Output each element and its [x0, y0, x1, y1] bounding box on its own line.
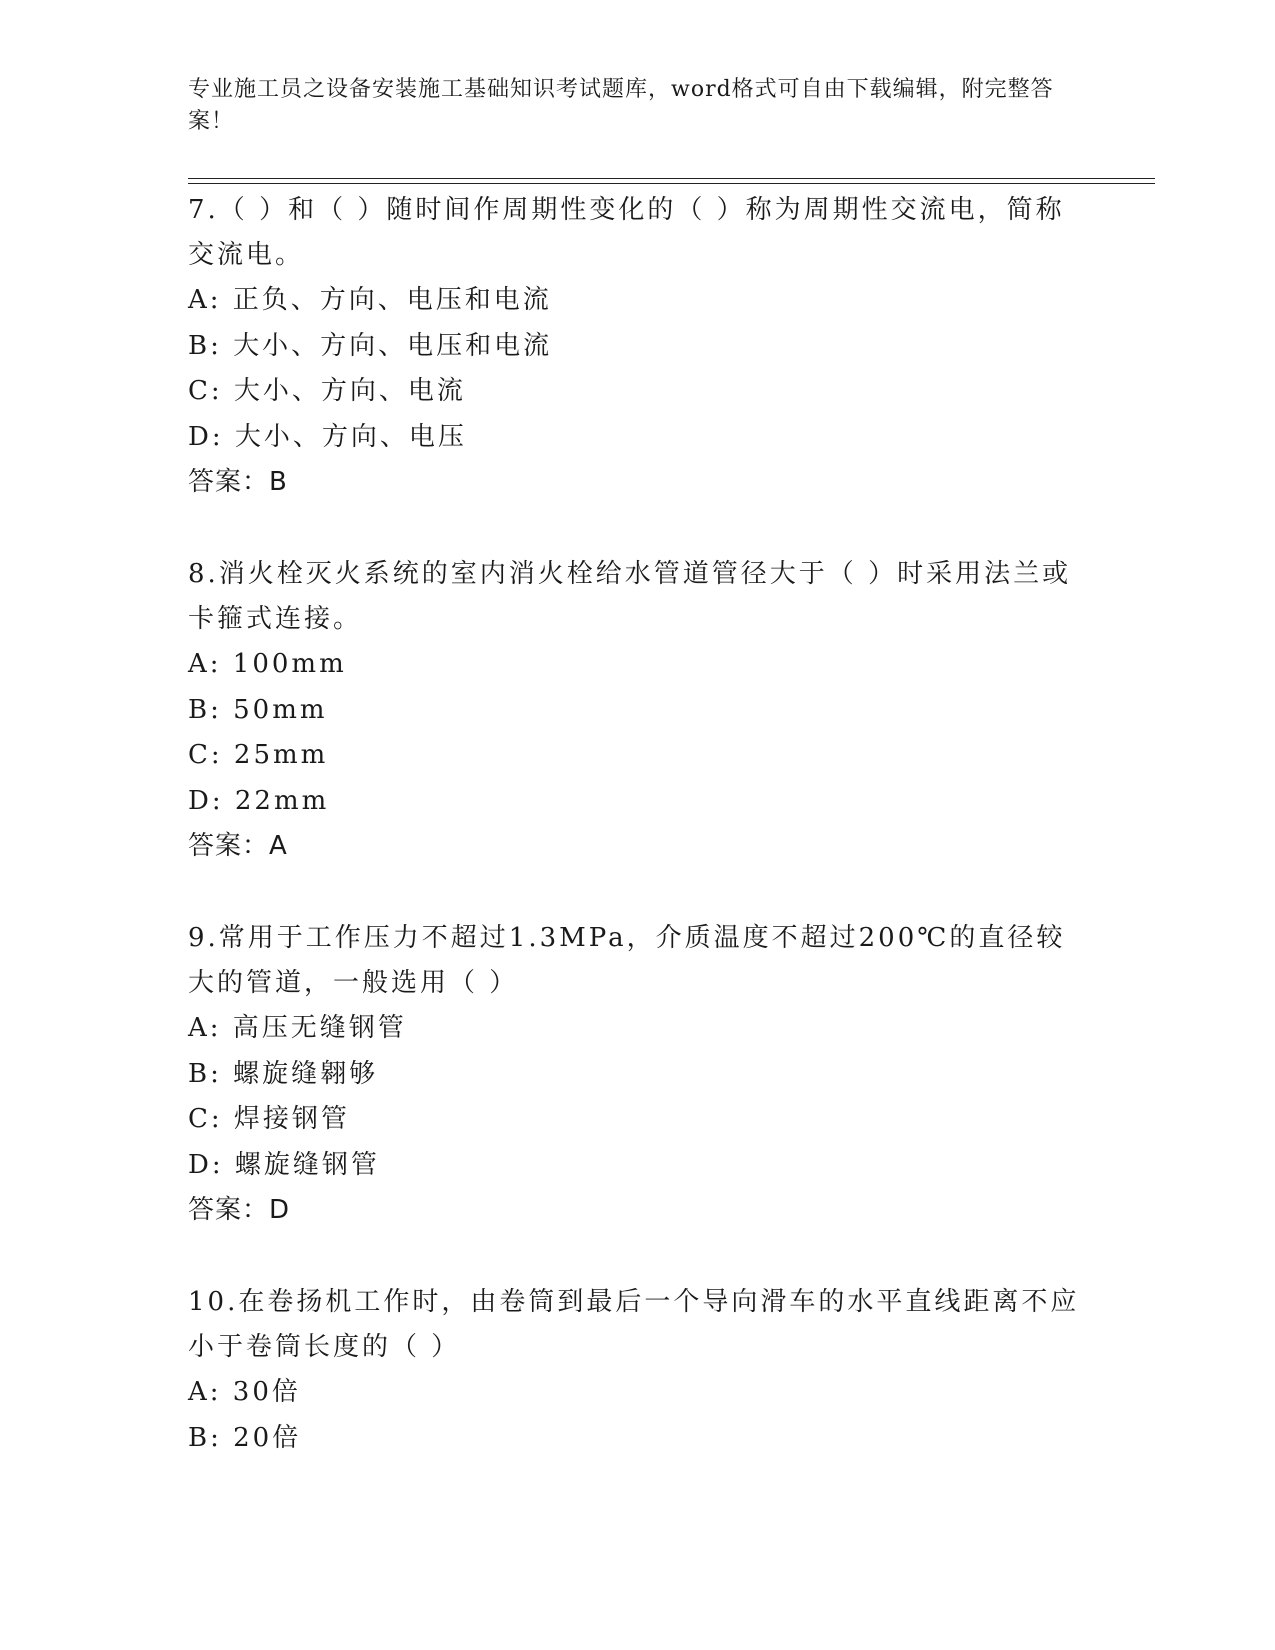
question-7 — [188, 188, 1088, 505]
header-divider-bottom — [188, 183, 1155, 184]
option-b: B: 20倍 — [188, 1422, 302, 1453]
answer: 答案：A — [188, 831, 288, 861]
option-a: A: 高压无缝钢管 — [188, 1013, 407, 1043]
header-divider-top — [188, 178, 1155, 179]
option-b: B: 螺旋缝翱够 — [188, 1058, 379, 1089]
option-c: C: 25mm — [188, 740, 329, 770]
answer: 答案：B — [188, 467, 288, 497]
option-d: D: 螺旋缝钢管 — [188, 1149, 380, 1180]
option-b: B: 大小、方向、电压和电流 — [188, 330, 553, 361]
answer: 答案：D — [188, 1195, 291, 1225]
option-c: C: 大小、方向、电流 — [188, 376, 466, 406]
document-header: 专业施工员之设备安装施工基础知识考试题库，word格式可自由下载编辑，附完整答案！ — [188, 77, 1054, 134]
option-a: A: 30倍 — [188, 1377, 301, 1407]
option-a: A: 100mm — [188, 649, 347, 679]
option-d: D: 22mm — [188, 785, 330, 816]
option-d: D: 大小、方向、电压 — [188, 421, 467, 452]
question-10 — [188, 1280, 1088, 1461]
question-8 — [188, 552, 1088, 869]
question-text: 8.消火栓灭火系统的室内消火栓给水管道管径大于（ ）时采用法兰或卡箍式连接。 — [188, 559, 1072, 634]
option-b: B: 50mm — [188, 694, 328, 725]
question-9 — [188, 916, 1088, 1233]
question-text: 10.在卷扬机工作时，由卷筒到最后一个导向滑车的水平直线距离不应小于卷筒长度的（ ） — [188, 1287, 1080, 1362]
option-a: A: 正负、方向、电压和电流 — [188, 285, 552, 315]
option-c: C: 焊接钢管 — [188, 1104, 350, 1134]
question-text: 7.（ ）和（ ）随时间作周期性变化的（ ）称为周期性交流电，简称交流电。 — [188, 195, 1065, 270]
question-text: 9.常用于工作压力不超过1.3MPa，介质温度不超过200℃的直径较大的管道，一般选用（ ） — [188, 923, 1066, 998]
